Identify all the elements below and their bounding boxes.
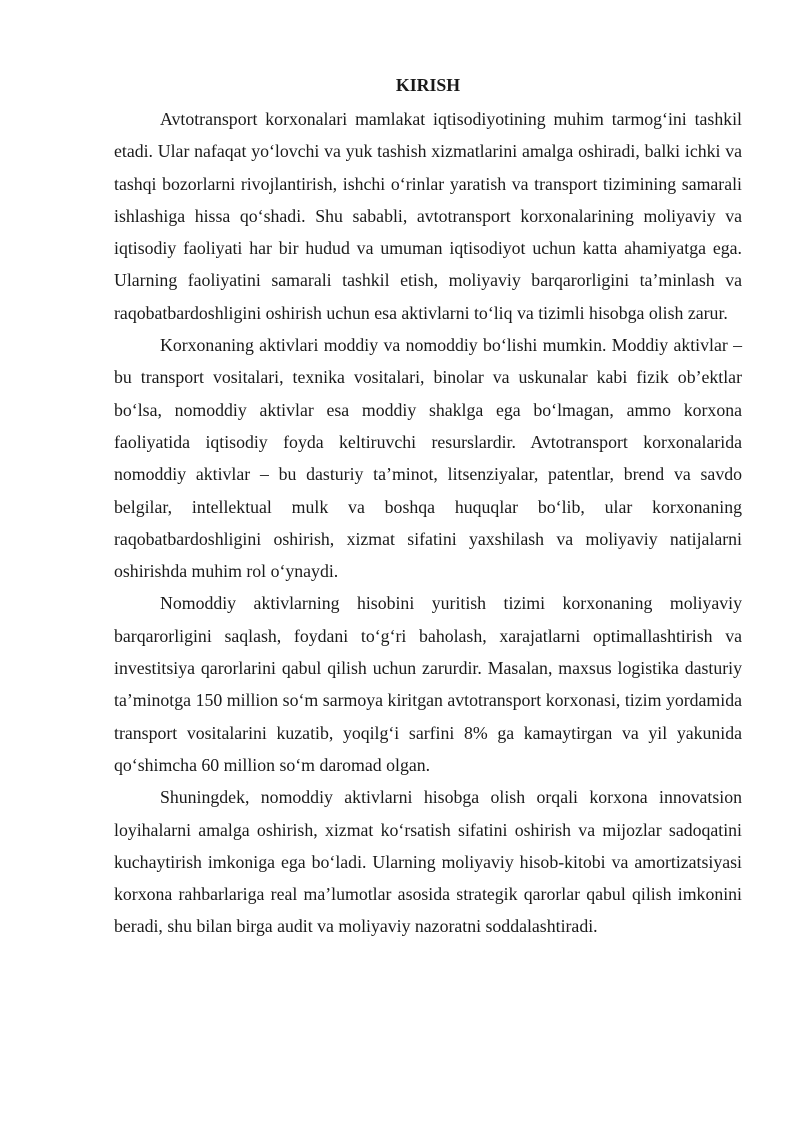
paragraph-2: Korxonaning aktivlari moddiy va nomoddiy bo‘lishi mumkin. Moddiy aktivlar – bu transport vositalari, texnika vositalari, binolar va uskunalar kabi fizik ob’ektlar bo‘lsa, nomoddiy aktivlar esa moddiy shaklga ega bo‘lmagan, ammo korxona faoliyatida iqtisodiy foyda keltiruvchi resurslardir. Avtotransport korxonalarida nomoddiy aktivlar – bu dasturiy ta’minot, litsenziyalar, patentlar, brend va savdo belgilar, intellektual mulk va boshqa huquqlar bo‘lib, ular korxonaning raqobatbardoshligini oshirish, xizmat sifatini yaxshilash va moliyaviy natijalarni oshirishda muhim rol o‘ynaydi. [114,335,742,582]
paragraph-4: Shuningdek, nomoddiy aktivlarni hisobga olish orqali korxona innovatsion loyihalarni amalga oshirish, xizmat ko‘rsatish sifatini oshirish va mijozlar sadoqatini kuchaytirish imkoniga ega bo‘ladi. Ularning moliyaviy hisob-kitobi va amortizatsiyasi korxona rahbarlariga real ma’lumotlar asosida strategik qarorlar qabul qilish imkonini beradi, shu bilan birga audit va moliyaviy nazoratni soddalashtiradi. [114,787,742,937]
paragraph-1: Avtotransport korxonalari mamlakat iqtisodiyotining muhim tarmog‘ini tashkil etadi. Ular nafaqat yo‘lovchi va yuk tashish xizmatlarini amalga oshiradi, balki ichki va tashqi bozorlarni rivojlantirish, ishchi o‘rinlar yaratish va transport tizimining samarali ishlashiga hissa qo‘shadi. Shu sababli, avtotransport korxonalarining moliyaviy va iqtisodiy faoliyati har bir hudud va umuman iqtisodiyot uchun katta ahamiyatga ega. Ularning faoliyatini samarali tashkil etish, moliyaviy barqarorligini ta’minlash va raqobatbardoshligini oshirish uchun esa aktivlarni to‘liq va tizimli hisobga olish zarur. [114,109,742,323]
document-body [114,73,742,943]
paragraph-3: Nomoddiy aktivlarning hisobini yuritish tizimi korxonaning moliyaviy barqarorligini saqlash, foydani to‘g‘ri baholash, xarajatlarni optimallashtirish va investitsiya qarorlarini qabul qilish uchun zarurdir. Masalan, maxsus logistika dasturiy ta’minotga 150 million so‘m sarmoya kiritgan avtotransport korxonasi, tizim yordamida transport vositalarini kuzatib, yoqilg‘i sarfini 8% ga kamaytirgan va yil yakunida qo‘shimcha 60 million so‘m daromad olgan. [114,593,742,775]
section-title: KIRISH [395,75,461,95]
